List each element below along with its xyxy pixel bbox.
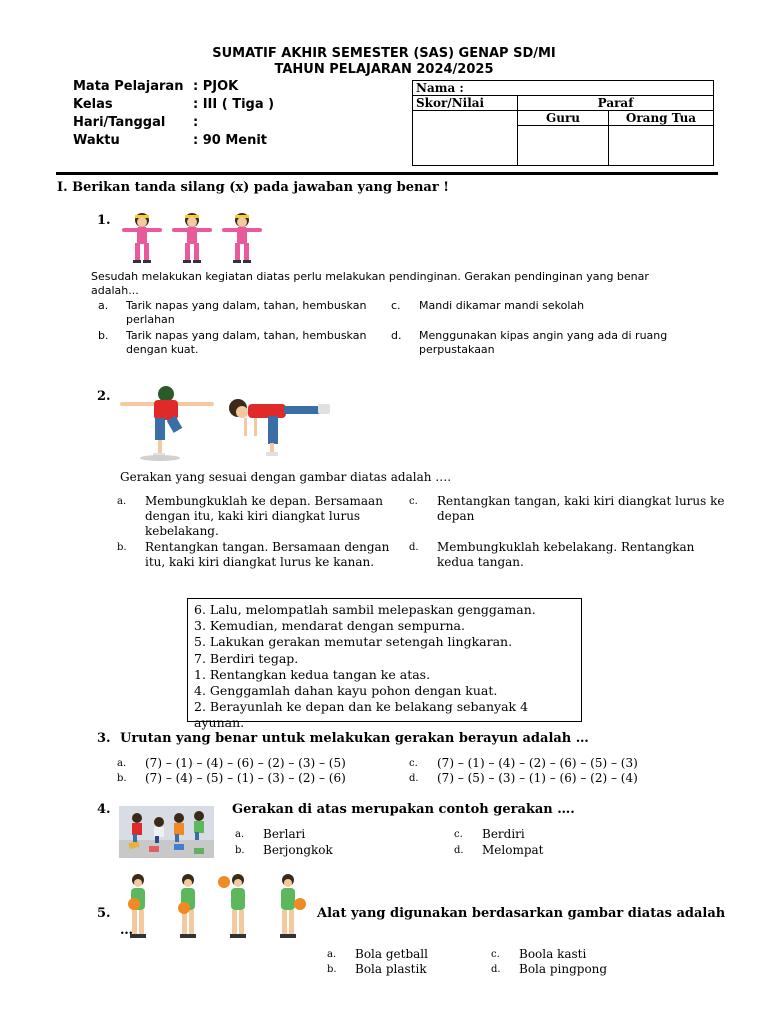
- exam-title: [0, 46, 768, 78]
- q5-question-tail: …: [120, 923, 133, 938]
- q2-option-d-letter: d.: [409, 542, 419, 553]
- q2-option-a-letter: a.: [117, 496, 127, 507]
- q4-option-c[interactable]: Berdiri: [482, 827, 525, 841]
- q5-question: Alat yang digunakan berdasarkan gambar diatas adalah: [317, 906, 726, 921]
- q2-question: Gerakan yang sesuai dengan gambar diatas adalah ….: [120, 470, 452, 484]
- q5-option-b[interactable]: Bola plastik: [355, 962, 427, 976]
- q1-option-c[interactable]: Mandi dikamar mandi sekolah: [419, 299, 585, 312]
- q3-option-c-letter: c.: [409, 758, 418, 769]
- q2-option-b[interactable]: Rentangkan tangan. Bersamaan dengan itu, kaki kiri diangkat lurus ke kanan.: [145, 540, 390, 569]
- q3-option-b[interactable]: (7) – (4) – (5) – (1) – (3) – (2) – (6): [145, 771, 346, 785]
- q3-option-c[interactable]: (7) – (1) – (4) – (2) – (6) – (5) – (3): [437, 756, 638, 770]
- q4-option-d-letter: d.: [454, 845, 464, 856]
- question-number: 4.: [97, 802, 111, 817]
- q5-option-a[interactable]: Bola getball: [355, 947, 428, 961]
- info-value: : III ( Tiga ): [193, 97, 275, 112]
- q4-option-c-letter: c.: [454, 829, 463, 840]
- paraf-header: Paraf: [518, 96, 714, 111]
- q5-option-d-letter: d.: [491, 964, 501, 975]
- info-value: : PJOK: [193, 79, 239, 94]
- orang-tua-header: Orang Tua: [609, 111, 714, 126]
- step-item: 4. Genggamlah dahan kayu pohon dengan kuat.: [194, 683, 498, 699]
- info-label: Hari/Tanggal: [73, 115, 166, 130]
- q4-option-d[interactable]: Melompat: [482, 843, 544, 857]
- section-title: I. Berikan tanda silang (x) pada jawaban yang benar !: [57, 180, 449, 195]
- q1-option-a-letter: a.: [98, 299, 109, 312]
- guru-header: Guru: [518, 111, 609, 126]
- q4-option-b[interactable]: Berjongkok: [263, 843, 333, 857]
- q4-option-b-letter: b.: [235, 845, 245, 856]
- q1-option-b-letter: b.: [98, 329, 109, 342]
- step-item: 3. Kemudian, mendarat dengan sempurna.: [194, 618, 465, 634]
- stretching-girls-illustration: [120, 211, 272, 265]
- header-divider: [56, 172, 718, 175]
- question-number: 1.: [97, 213, 111, 228]
- q2-option-d[interactable]: Membungkuklah kebelakang. Rentangkan kedua tangan.: [437, 540, 695, 569]
- balance-pose-illustration: [118, 384, 334, 462]
- q1-option-a[interactable]: Tarik napas yang dalam, tahan, hembuskan perlahan: [126, 299, 367, 326]
- q5-option-b-letter: b.: [327, 964, 337, 975]
- steps-box: [187, 598, 582, 731]
- q3-option-a[interactable]: (7) – (1) – (4) – (6) – (2) – (3) – (5): [145, 756, 346, 770]
- ball-throwing-illustration: [118, 870, 318, 948]
- q5-option-d[interactable]: Bola pingpong: [519, 962, 608, 976]
- score-header: Skor/Nilai: [413, 96, 518, 111]
- q1-option-d[interactable]: Menggunakan kipas angin yang ada di ruang perpustakaan: [419, 329, 668, 356]
- info-row-mapel: [73, 78, 274, 96]
- step-item: 5. Lakukan gerakan memutar setengah lingkaran.: [194, 634, 513, 650]
- title-line-1: SUMATIF AKHIR SEMESTER (SAS) GENAP SD/MI: [212, 46, 556, 61]
- step-item: 7. Berdiri tegap.: [194, 650, 299, 666]
- q5-option-c[interactable]: Boola kasti: [519, 947, 587, 961]
- score-table: [412, 80, 714, 166]
- children-hopping-illustration: [119, 806, 214, 858]
- info-block: [73, 78, 274, 150]
- info-row-waktu: [73, 132, 274, 150]
- question-number: 2.: [97, 389, 111, 404]
- q5-option-c-letter: c.: [491, 949, 500, 960]
- info-row-kelas: [73, 96, 274, 114]
- title-line-2: TAHUN PELAJARAN 2024/2025: [274, 62, 494, 77]
- step-item: 2. Berayunlah ke depan dan ke belakang sebanyak 4 ayunan.: [194, 699, 529, 731]
- info-value: : 90 Menit: [193, 133, 268, 148]
- q5-option-a-letter: a.: [327, 949, 337, 960]
- q2-option-c[interactable]: Rentangkan tangan, kaki kiri diangkat lurus ke depan: [437, 494, 725, 523]
- step-item: 1. Rentangkan kedua tangan ke atas.: [194, 666, 431, 682]
- orang-tua-sign-cell[interactable]: [609, 126, 714, 166]
- q3-option-d[interactable]: (7) – (5) – (3) – (1) – (6) – (2) – (4): [437, 771, 638, 785]
- step-item: 6. Lalu, melompatlah sambil melepaskan genggaman.: [194, 602, 536, 617]
- q1-question: Sesudah melakukan kegiatan diatas perlu melakukan pendinginan. Gerakan pendinginan yang benar adalah...: [91, 270, 649, 297]
- q2-option-b-letter: b.: [117, 542, 127, 553]
- q4-option-a-letter: a.: [235, 829, 245, 840]
- info-label: Kelas: [73, 97, 113, 112]
- info-value: :: [193, 115, 199, 130]
- question-number: 5.: [97, 906, 111, 921]
- q2-option-c-letter: c.: [409, 496, 418, 507]
- q1-option-d-letter: d.: [391, 329, 402, 342]
- q1-option-c-letter: c.: [391, 299, 401, 312]
- info-label: Mata Pelajaran: [73, 79, 184, 94]
- score-cell[interactable]: [413, 111, 518, 166]
- q3-option-b-letter: b.: [117, 773, 127, 784]
- q4-option-a[interactable]: Berlari: [263, 827, 306, 841]
- question-number: 3.: [97, 731, 111, 746]
- q2-option-a[interactable]: Membungkuklah ke depan. Bersamaan dengan itu, kaki kiri diangkat lurus kebelakang.: [145, 494, 383, 538]
- q3-option-a-letter: a.: [117, 758, 127, 769]
- info-row-tanggal: [73, 114, 274, 132]
- info-label: Waktu: [73, 133, 120, 148]
- q4-question: Gerakan di atas merupakan contoh gerakan ….: [232, 802, 575, 817]
- q1-option-b[interactable]: Tarik napas yang dalam, tahan, hembuskan dengan kuat.: [126, 329, 367, 356]
- guru-sign-cell[interactable]: [518, 126, 609, 166]
- q3-question: Urutan yang benar untuk melakukan gerakan berayun adalah …: [120, 731, 589, 746]
- q3-option-d-letter: d.: [409, 773, 419, 784]
- name-cell[interactable]: Nama :: [413, 81, 714, 96]
